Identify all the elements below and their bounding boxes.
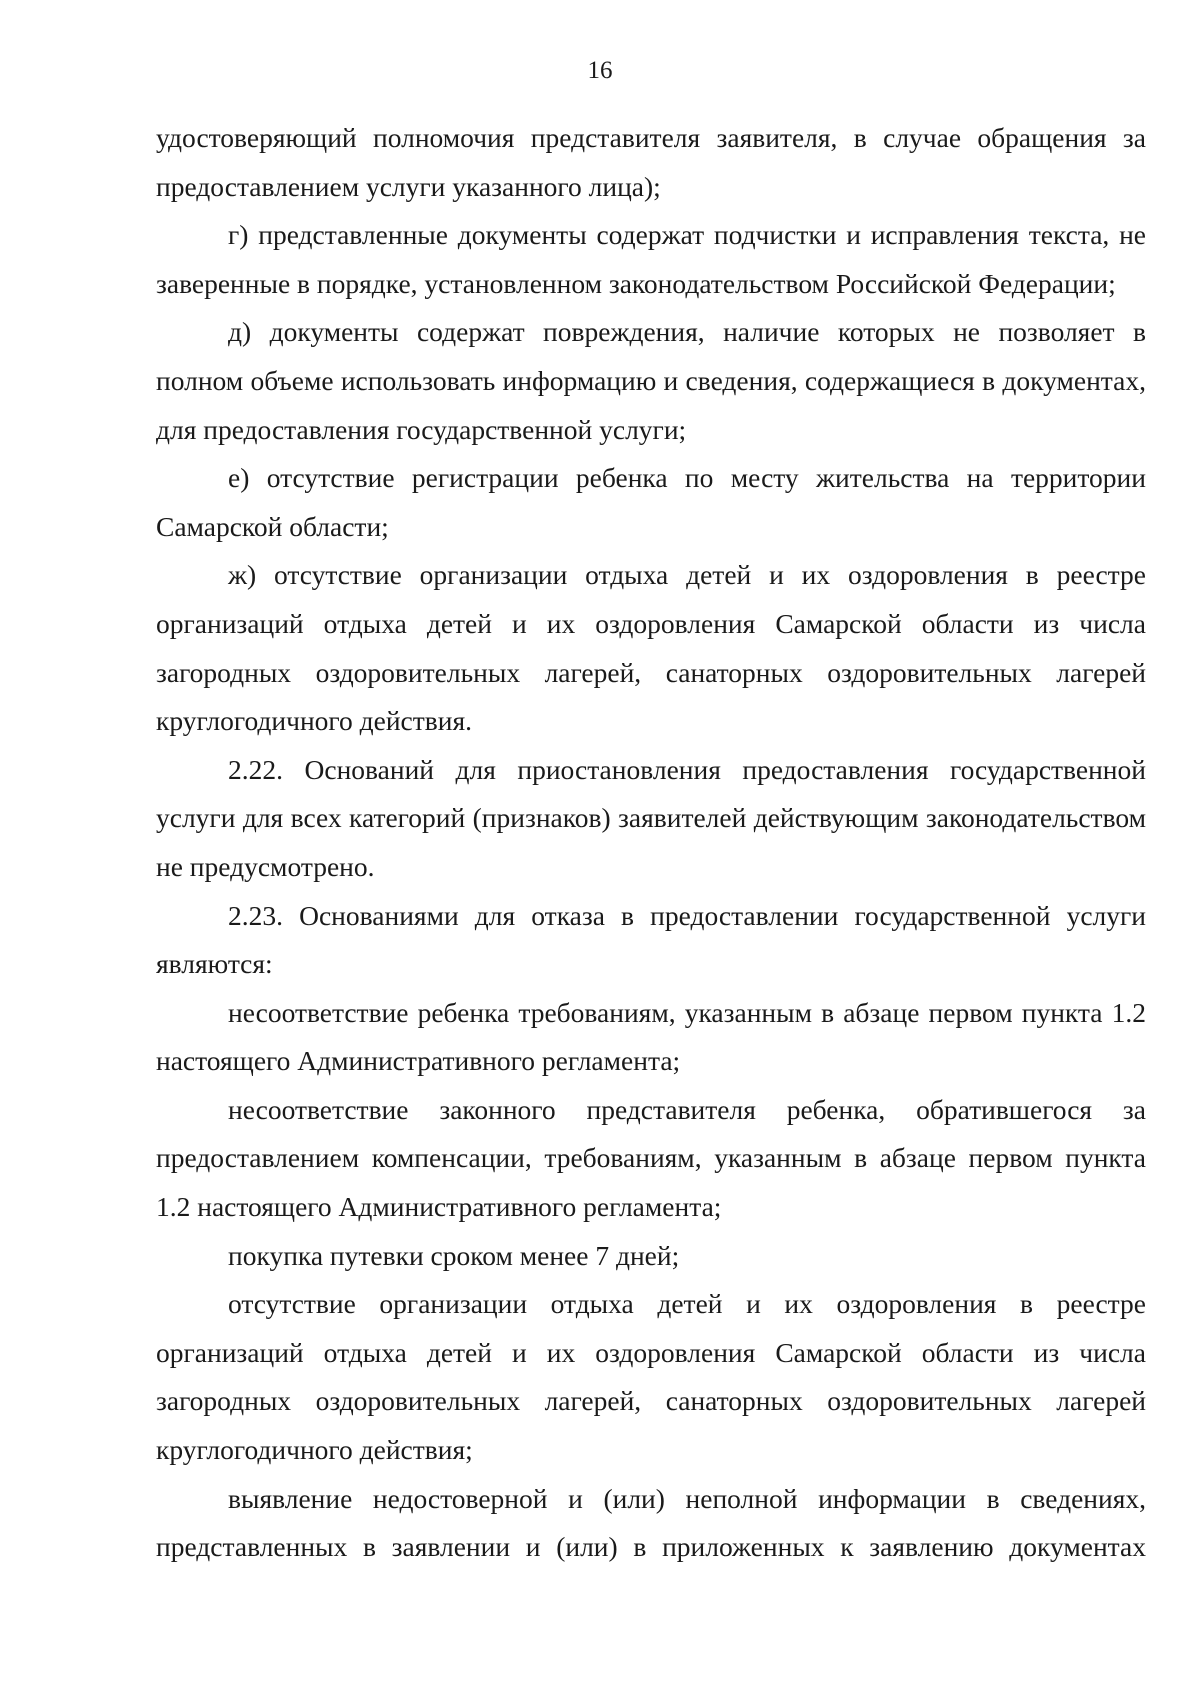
document-body (156, 114, 1146, 1572)
paragraph-2-23: 2.23. Основаниями для отказа в предоставлении государственной услуги являются: (156, 899, 1146, 980)
refusal-ground-registry: отсутствие организации отдыха детей и их оздоровления в реестре организаций отдыха детей и их оздоровления Самарской области из числа загородных оздоровительных лагерей, санаторных оздоровительных лагерей круглогодичного действия; (156, 1288, 1146, 1466)
refusal-ground-child: несоответствие ребенка требованиям, указанным в абзаце первом пункта 1.2 настоящего Административного регламента; (156, 996, 1146, 1077)
paragraph-2-22: 2.22. Оснований для приостановления предоставления государственной услуги для всех категорий (признаков) заявителей действующим законодательством не предусмотрено. (156, 753, 1146, 882)
refusal-ground-voucher: покупка путевки сроком менее 7 дней; (228, 1239, 680, 1271)
page-number: 16 (587, 57, 613, 84)
paragraph-item-g: г) представленные документы содержат подчистки и исправления текста, не заверенные в порядке, установленном законодательством Российской Федерации; (156, 219, 1146, 299)
paragraph-item-zh: ж) отсутствие организации отдыха детей и их оздоровления в реестре организаций отдыха детей и их оздоровления Самарской области из числа загородных оздоровительных лагерей, санаторных оздоровительных лагерей круглогодичного действия. (156, 559, 1146, 737)
paragraph-continuation: удостоверяющий полномочия представителя заявителя, в случае обращения за предоставлением услуги указанного лица); (156, 122, 1146, 202)
paragraph-item-d: д) документы содержат повреждения, наличие которых не позволяет в полном объеме использовать информацию и сведения, содержащиеся в документах, для предоставления государственной услуги; (156, 316, 1146, 445)
paragraph-item-e: е) отсутствие регистрации ребенка по месту жительства на территории Самарской области; (156, 462, 1146, 542)
refusal-ground-false-info: выявление недостоверной и (или) неполной информации в сведениях, представленных в заявлении и (или) в приложенных к заявлению документах (156, 1482, 1146, 1563)
refusal-ground-representative: несоответствие законного представителя ребенка, обратившегося за предоставлением компенсации, требованиям, указанным в абзаце первом пункта 1.2 настоящего Административного регламента; (156, 1093, 1146, 1223)
